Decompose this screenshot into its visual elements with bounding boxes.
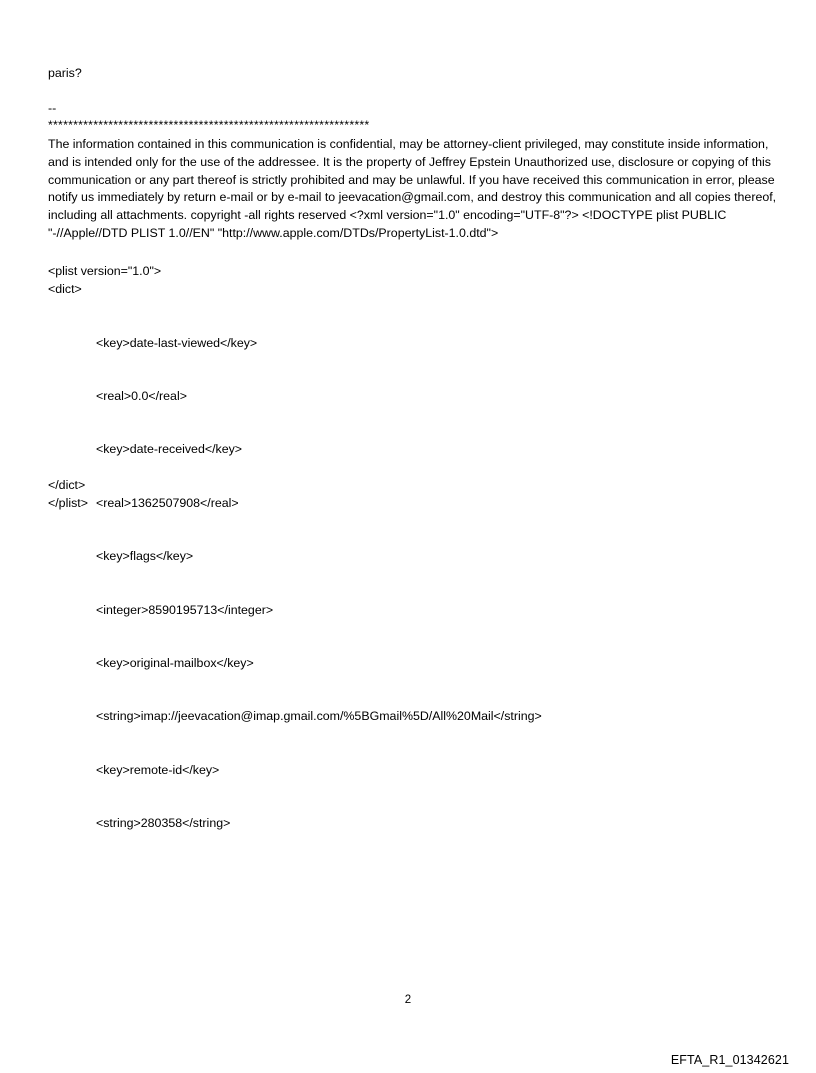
plist-entries — [48, 299, 542, 869]
plist-entry: <real>0.0</real> — [96, 388, 187, 403]
plist-entry: <real>1362507908</real> — [96, 495, 239, 510]
plist-open-tag: <plist version="1.0"> — [48, 264, 162, 278]
plist-entry: <key>remote-id</key> — [96, 762, 220, 777]
plist-entry: <integer>8590195713</integer> — [96, 602, 274, 617]
plist-entry: <key>original-mailbox</key> — [96, 655, 254, 670]
asterisk-rule: **************************************************************** — [48, 118, 370, 132]
plist-entry: <key>date-last-viewed</key> — [96, 335, 258, 350]
plist-entry: <key>flags</key> — [96, 549, 194, 564]
page-number: 2 — [404, 994, 412, 1006]
separator-dashes: -- — [48, 101, 57, 115]
plist-entry: <key>date-received</key> — [96, 442, 243, 457]
plist-close-tag: </plist> — [48, 496, 88, 510]
dict-close-tag: </dict> — [48, 478, 86, 492]
confidentiality-disclaimer: The information contained in this communication is confidential, may be attorney-client privileged, may constitute inside information, and is intended only for the use of the addressee. It is the property of Jeffrey Epstein Unauthorized use, disclosure or copying of this communication or any part thereof is strictly prohibited and may be unlawful. If you have received this communication in error, please notify us immediately by return e-mail or by e-mail to jeevacation@gmail.com, and destroy this communication and all copies thereof, including all attachments. copyright -all rights reserved <?xml version="1.0" encoding="UTF-8"?> <!DOCTYPE plist PUBLIC "-//Apple//DTD PLIST 1.0//EN" "http://www.apple.com/DTDs/PropertyList-1.0.dtd"> — [48, 137, 777, 240]
dict-open-tag: <dict> — [48, 282, 82, 296]
document-id: EFTA_R1_01342621 — [670, 1053, 789, 1067]
greeting-text: paris? — [48, 66, 82, 80]
plist-entry: <string>imap://jeevacation@imap.gmail.com/%5BGmail%5D/All%20Mail</string> — [96, 709, 542, 724]
plist-entry: <string>280358</string> — [96, 816, 231, 831]
